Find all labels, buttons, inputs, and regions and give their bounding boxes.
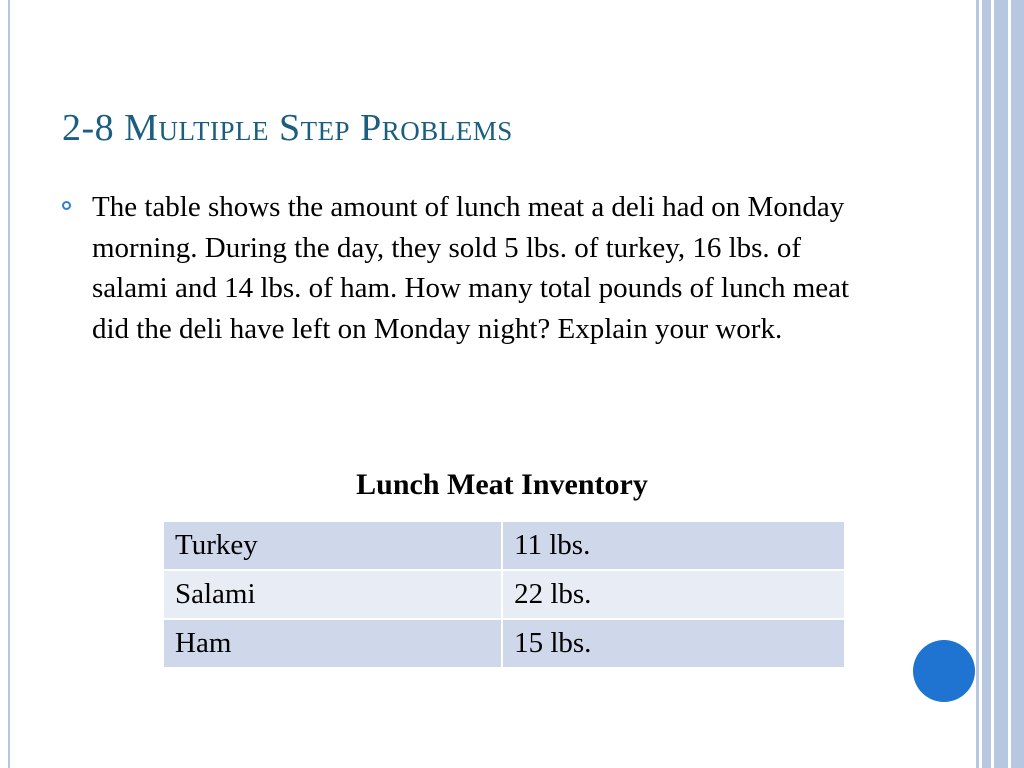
table-cell-amount: 15 lbs. [502, 619, 845, 668]
right-stripe [1011, 0, 1024, 768]
table-row [163, 570, 845, 619]
table-cell-amount: 11 lbs. [502, 521, 845, 570]
table-row [163, 619, 845, 668]
right-stripe [976, 0, 979, 768]
right-stripe [982, 0, 991, 768]
bullet-text: The table shows the amount of lunch meat a deli had on Monday morning. During the day, they sold 5 lbs. of turkey, 16 lbs. of salami and 14 lbs. of ham. How many total pounds of lunch meat did the deli have left on Monday night? Explain your work. [92, 191, 850, 345]
table-cell-amount: 22 lbs. [502, 570, 845, 619]
blue-circle-icon [913, 640, 975, 702]
table-row [163, 521, 845, 570]
slide-title: 2-8 Multiple Step Problems [62, 107, 513, 149]
table-cell-item: Ham [163, 619, 502, 668]
table-cell-item: Turkey [163, 521, 502, 570]
left-border-line [8, 0, 10, 768]
inventory-table [162, 520, 846, 669]
right-stripe [994, 0, 1008, 768]
table-caption: Lunch Meat Inventory [356, 468, 648, 501]
bullet-circle-icon [62, 201, 71, 210]
table-cell-item: Salami [163, 570, 502, 619]
